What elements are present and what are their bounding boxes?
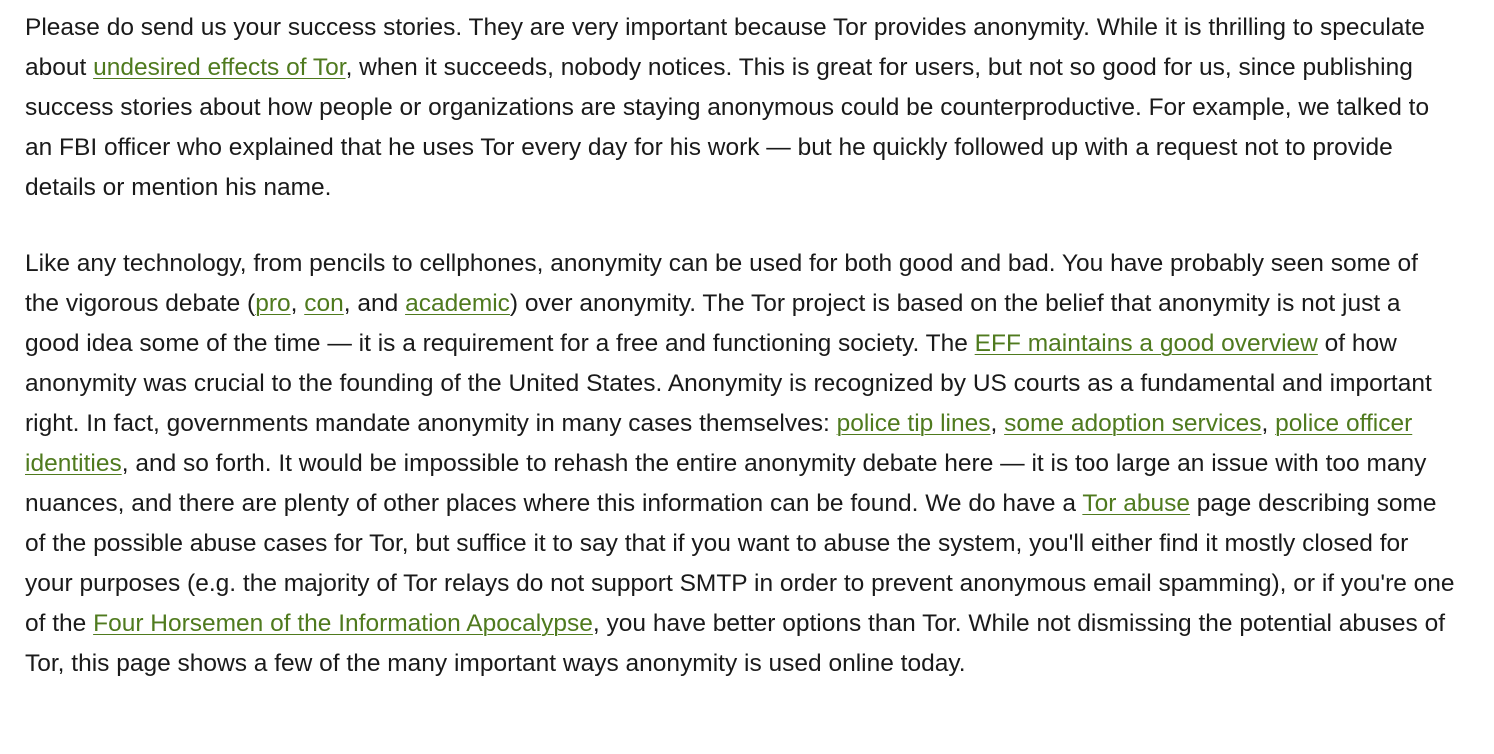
text-segment: of how anonymity was crucial to the founding of the United States. Anonymity is recognized by US courts as a fundamental and important right. In fact, governments mandate anonymity in many cases themselves: (25, 330, 1432, 437)
text-segment: , (990, 410, 1005, 437)
link-con[interactable]: con (304, 290, 344, 317)
link-pro[interactable]: pro (255, 290, 291, 317)
text-segment: , (290, 290, 305, 317)
link-academic[interactable]: academic (405, 290, 510, 317)
text-segment: , when it succeeds, nobody notices. This is great for users, but not so good for us, since publishing success stories about how people or organizations are staying anonymous could be counterproductive. For example, we talked to an FBI officer who explained that he uses Tor every day for his work — but he quickly followed up with a request not to provide details or mention his name. (25, 54, 1430, 201)
link-police-tip-lines[interactable]: police tip lines (836, 410, 991, 437)
text-segment: , and so forth. It would be impossible to rehash the entire anonymity debate here — it is too large an issue with too many nuances, and there are plenty of other places where this information can be found. We do have a (25, 450, 1427, 517)
link-police-officer-identities[interactable]: police officer identities (25, 410, 1413, 477)
link-four-horsemen[interactable]: Four Horsemen of the Information Apocalypse (93, 610, 593, 637)
text-segment: , you have better options than Tor. While not dismissing the potential abuses of Tor, this page shows a few of the many important ways anonymity is used online today. (25, 610, 1446, 677)
article-body (25, 8, 1455, 684)
link-undesired-effects[interactable]: undesired effects of Tor (93, 54, 346, 81)
text-segment: , (1261, 410, 1276, 437)
text-segment: Please do send us your success stories. They are very important because Tor provides anonymity. While it is thrilling to speculate about (25, 14, 1425, 81)
paragraph-success-stories (25, 8, 1455, 208)
link-tor-abuse[interactable]: Tor abuse (1082, 490, 1190, 517)
paragraph-anonymity-debate (25, 244, 1455, 684)
text-segment: ) over anonymity. The Tor project is based on the belief that anonymity is not just a good idea some of the time — it is a requirement for a free and functioning society. The (25, 290, 1401, 357)
text-segment: Like any technology, from pencils to cellphones, anonymity can be used for both good and bad. You have probably seen some of the vigorous debate ( (25, 250, 1418, 317)
link-eff-overview[interactable]: EFF maintains a good overview (974, 330, 1318, 357)
link-adoption-services[interactable]: some adoption services (1004, 410, 1262, 437)
text-segment: page describing some of the possible abuse cases for Tor, but suffice it to say that if you want to abuse the system, you'll either find it mostly closed for your purposes (e.g. the majority of Tor relays do not support SMTP in order to prevent anonymous email spamming), or if you're one of the (25, 490, 1455, 637)
text-segment: , and (343, 290, 406, 317)
